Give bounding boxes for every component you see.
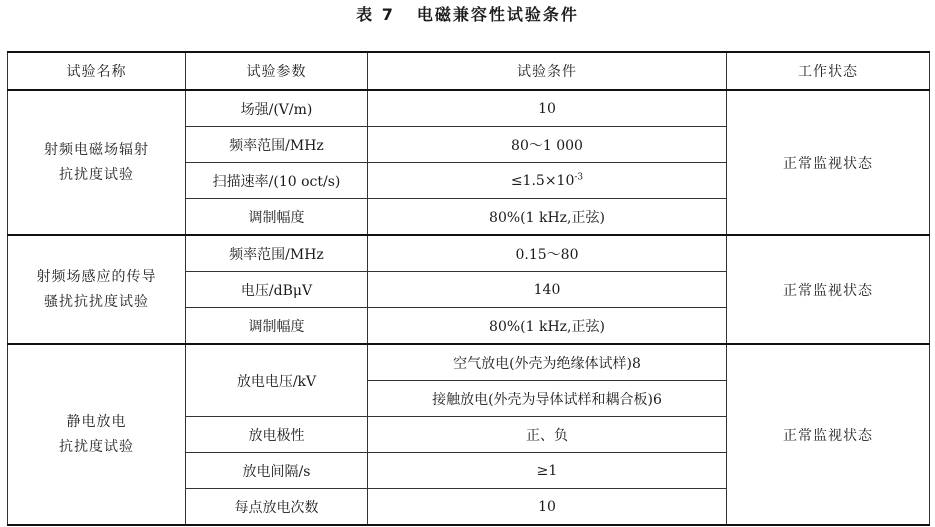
table-row xyxy=(8,235,930,272)
condition-base: ≤1.5×10 xyxy=(510,172,575,189)
header-test-param: 试验参数 xyxy=(186,52,368,90)
table-row xyxy=(8,344,930,381)
param-cell: 电压/dBμV xyxy=(186,272,368,308)
test-name-cell xyxy=(8,90,186,235)
test-name-line: 射频场感应的传导 xyxy=(36,268,157,285)
condition-cell xyxy=(368,163,727,199)
table-caption xyxy=(0,5,935,25)
param-cell: 频率范围/MHz xyxy=(186,127,368,163)
table-number: 表 7 xyxy=(356,5,395,24)
test-name-line: 抗扰度试验 xyxy=(59,166,134,183)
condition-cell: 空气放电(外壳为绝缘体试样)8 xyxy=(368,344,727,381)
work-state-cell: 正常监视状态 xyxy=(727,235,930,344)
test-name-cell xyxy=(8,235,186,344)
test-name-line: 抗扰度试验 xyxy=(59,438,134,455)
emc-test-conditions-table xyxy=(7,51,930,526)
param-cell: 放电电压/kV xyxy=(186,344,368,417)
condition-cell: 正、负 xyxy=(368,417,727,453)
param-cell: 调制幅度 xyxy=(186,199,368,236)
condition-cell: ≥1 xyxy=(368,453,727,489)
header-work-state: 工作状态 xyxy=(727,52,930,90)
condition-cell: 接触放电(外壳为导体试样和耦合板)6 xyxy=(368,381,727,417)
work-state-cell: 正常监视状态 xyxy=(727,344,930,525)
param-cell: 放电极性 xyxy=(186,417,368,453)
work-state-cell: 正常监视状态 xyxy=(727,90,930,235)
condition-cell: 80%(1 kHz,正弦) xyxy=(368,308,727,345)
condition-cell: 10 xyxy=(368,489,727,526)
condition-cell: 80%(1 kHz,正弦) xyxy=(368,199,727,236)
condition-cell: 80～1 000 xyxy=(368,127,727,163)
param-cell: 扫描速率/(10 oct/s) xyxy=(186,163,368,199)
header-test-name: 试验名称 xyxy=(8,52,186,90)
header-test-condition: 试验条件 xyxy=(368,52,727,90)
test-name-line: 骚扰抗扰度试验 xyxy=(44,293,149,310)
condition-cell: 0.15～80 xyxy=(368,235,727,272)
param-cell: 场强/(V/m) xyxy=(186,90,368,127)
table-title: 电磁兼容性试验条件 xyxy=(416,5,579,24)
param-cell: 放电间隔/s xyxy=(186,453,368,489)
test-name-line: 射频电磁场辐射 xyxy=(44,141,149,158)
param-cell: 调制幅度 xyxy=(186,308,368,345)
test-name-line: 静电放电 xyxy=(66,413,127,430)
table-row xyxy=(8,90,930,127)
param-cell: 频率范围/MHz xyxy=(186,235,368,272)
condition-cell: 10 xyxy=(368,90,727,127)
param-cell: 每点放电次数 xyxy=(186,489,368,526)
condition-cell: 140 xyxy=(368,272,727,308)
test-name-cell xyxy=(8,344,186,525)
condition-exponent: -3 xyxy=(574,171,584,182)
